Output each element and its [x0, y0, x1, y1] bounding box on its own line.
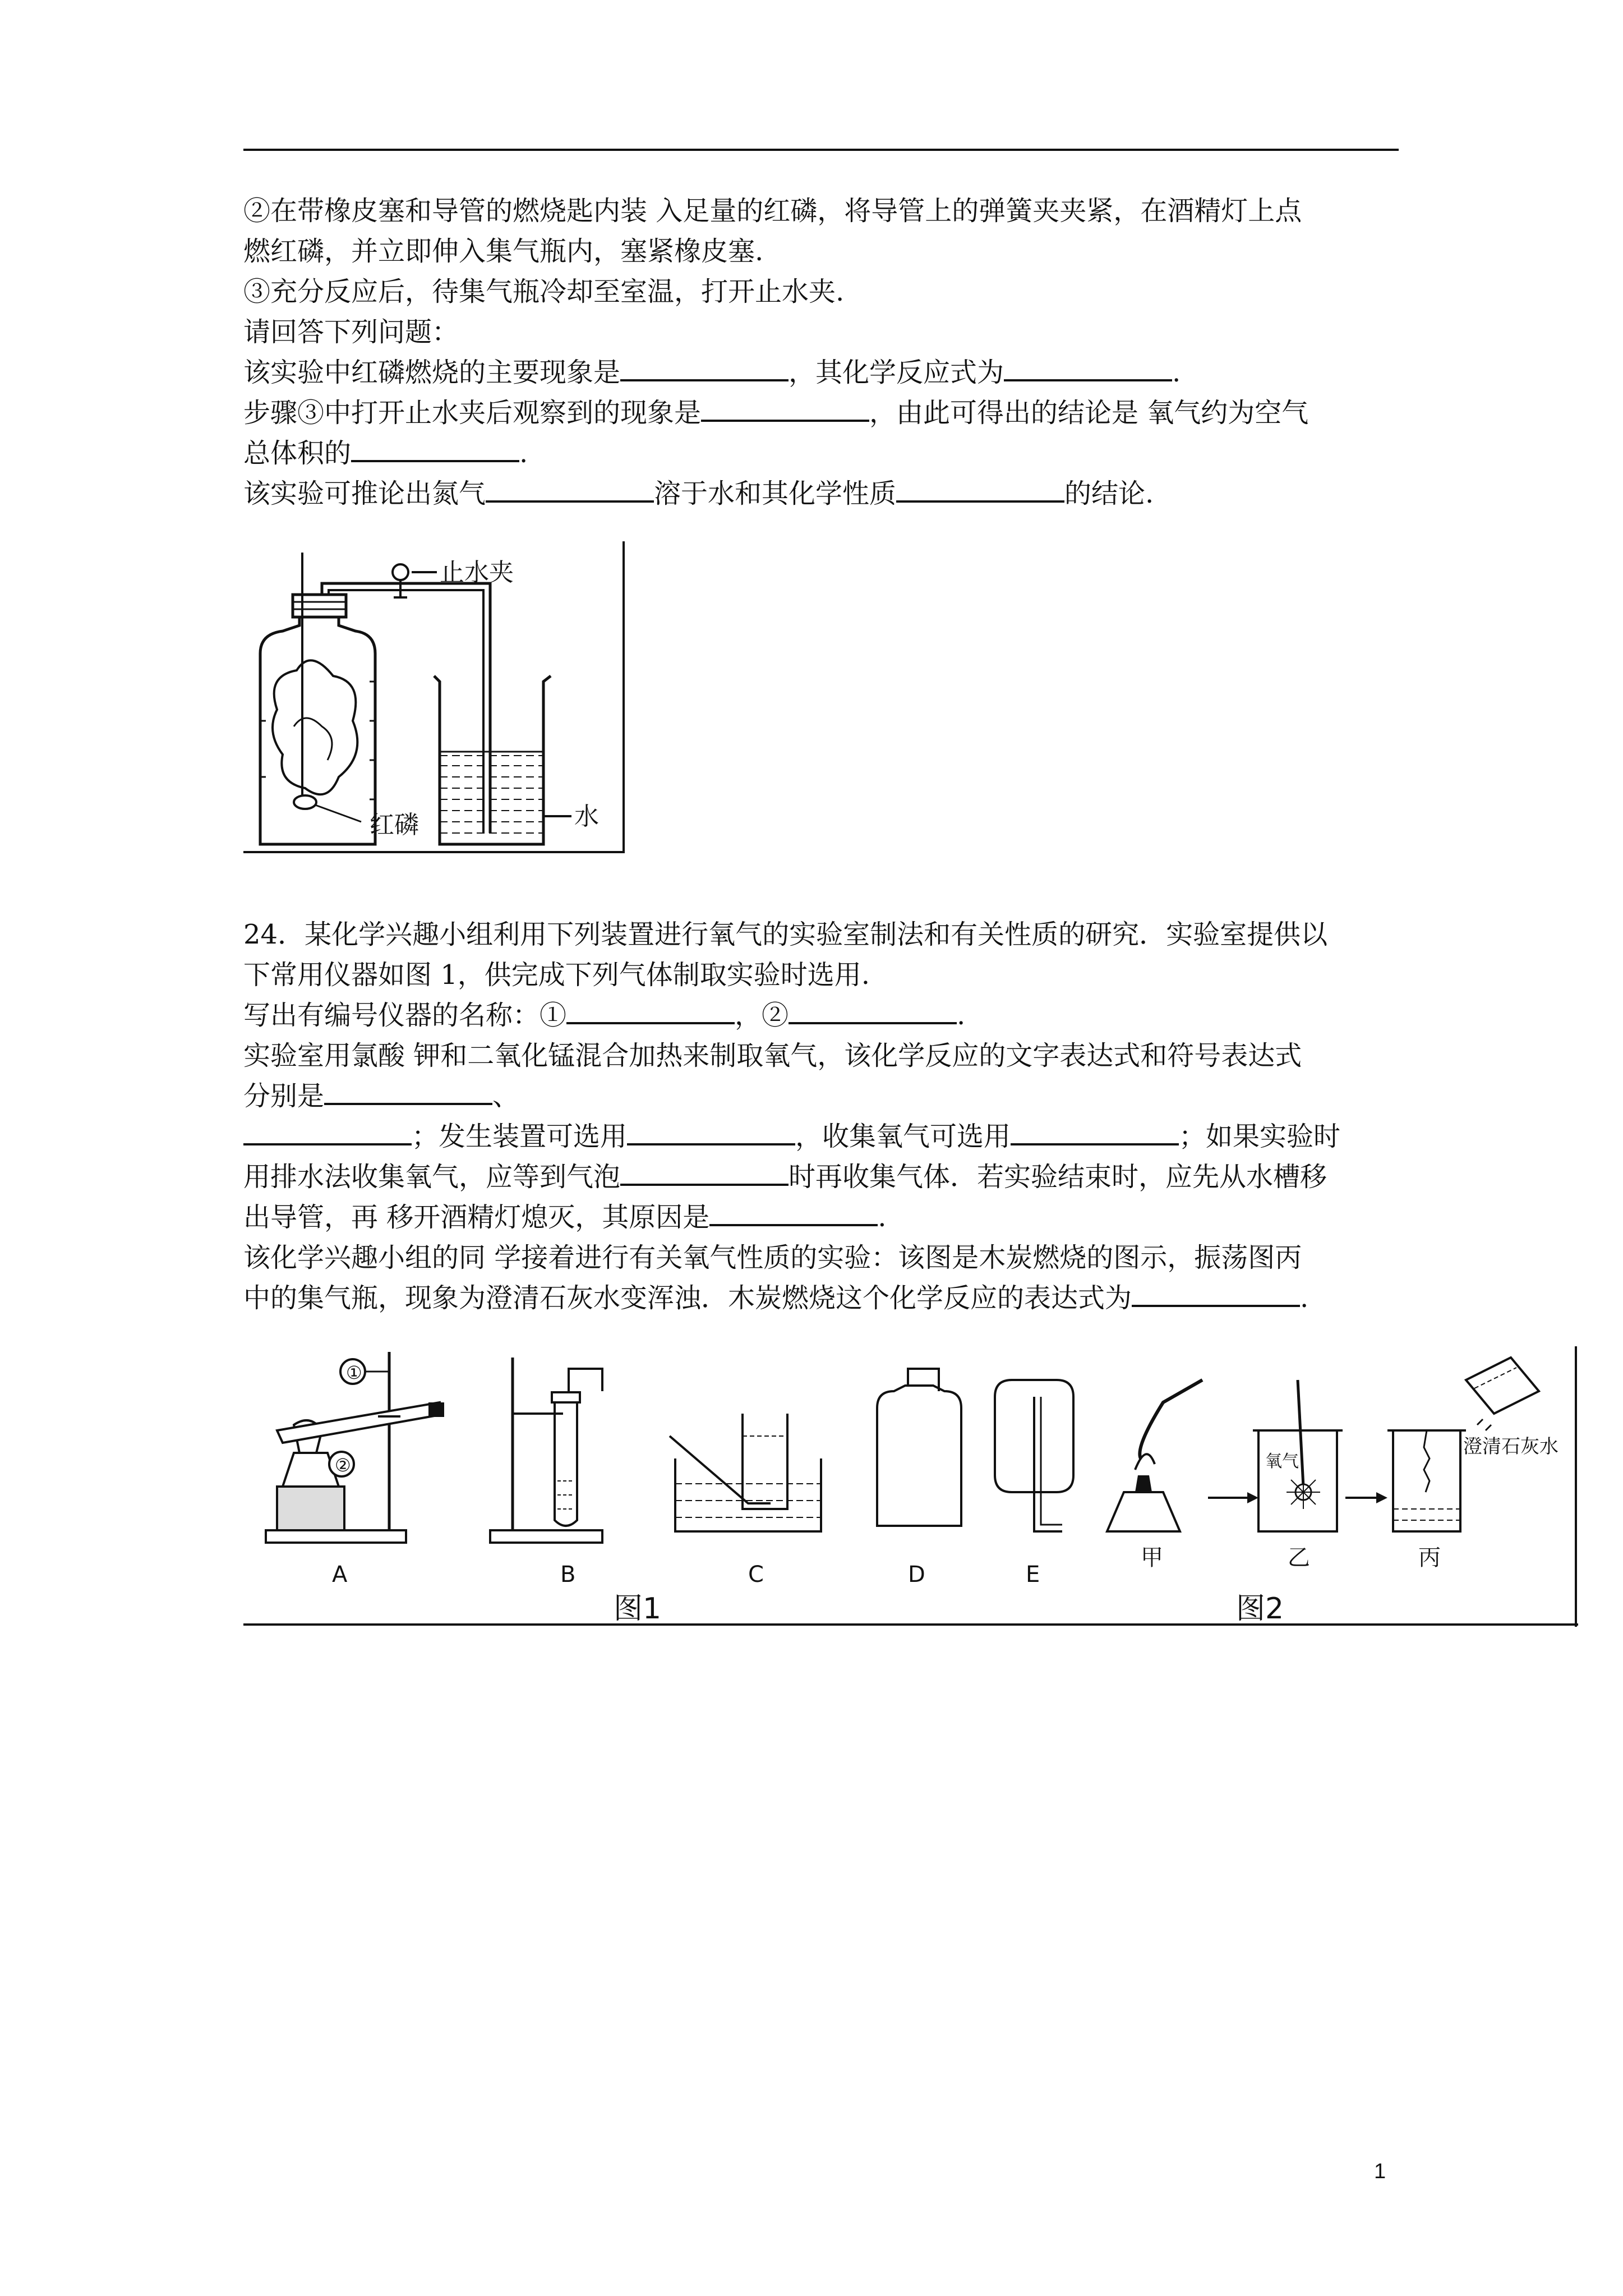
q24-line9-text-b: . — [1300, 1282, 1309, 1314]
q24-names-text-c: . — [957, 1000, 966, 1031]
label-e: E — [1026, 1562, 1040, 1588]
red-phosphorus-apparatus-figure — [243, 541, 625, 853]
q24-line6-text-a: 用排水法收集氧气，应等到气泡 — [243, 1161, 621, 1193]
q23-q3-text-a: 该实验可推论出氮气 — [243, 478, 486, 509]
q23-q1-text-c: . — [1172, 357, 1181, 388]
q24-bubble-line — [243, 1157, 1327, 1197]
svg-text:②: ② — [335, 1455, 351, 1476]
figure-2-caption: 图2 — [1236, 1592, 1284, 1626]
q23-q2-text-b: ，由此可得出的结论是 氧气约为空气 — [869, 397, 1309, 429]
answer-blank[interactable] — [351, 434, 519, 462]
q23-q3-text-c: 的结论. — [1064, 478, 1154, 509]
label-jia: 甲 — [1141, 1545, 1163, 1571]
q24-line5-text-c: ；如果实验时 — [1179, 1121, 1341, 1152]
q24-names-text-a: 写出有编号仪器的名称：① — [243, 1000, 567, 1031]
answer-blank[interactable] — [324, 1077, 492, 1105]
q24-line6-text-b: 时再收集气体．若实验结束时，应先从水槽移 — [789, 1161, 1327, 1193]
q24-expression-line2 — [243, 1076, 519, 1116]
answer-blank[interactable] — [709, 1198, 878, 1226]
q24-line7-text-a: 出导管，再 移开酒精灯熄灭，其原因是 — [243, 1202, 710, 1233]
marker-2 — [329, 1452, 354, 1476]
q24-line9-text-a: 中的集气瓶，现象为澄清石灰水变浑浊．木炭燃烧这个化学反应的表达式为 — [243, 1282, 1132, 1314]
answer-blank[interactable] — [243, 1117, 412, 1145]
q23-step2-line1: ②在带橡皮塞和导管的燃烧匙内装 入足量的红磷，将导管上的弹簧夹夹紧，在酒精灯上点 — [243, 195, 1302, 227]
oxygen-label: 氧气 — [1265, 1452, 1299, 1471]
answer-blank[interactable] — [1011, 1117, 1179, 1145]
q23-q2-text-a: 步骤③中打开止水夹后观察到的现象是 — [243, 397, 702, 429]
label-bing: 丙 — [1418, 1545, 1441, 1571]
answer-blank[interactable] — [627, 1117, 795, 1145]
answer-blank[interactable] — [701, 394, 869, 422]
q24-expr-text-a: 分别是 — [243, 1080, 325, 1112]
q23-q2-text-d: . — [519, 438, 528, 469]
q23-step2-line2: 燃红磷，并立即伸入集气瓶内，塞紧橡皮塞. — [243, 236, 764, 267]
label-b: B — [560, 1562, 576, 1588]
answer-blank[interactable] — [789, 996, 957, 1024]
q23-prompt: 请回答下列问题： — [243, 316, 459, 348]
clamp-label: 止水夹 — [440, 558, 514, 587]
answer-blank[interactable] — [896, 475, 1064, 503]
answer-blank[interactable] — [1132, 1279, 1300, 1307]
page-number: 1 — [1374, 2160, 1386, 2183]
q23-question-2-cont — [243, 433, 528, 473]
water-label: 水 — [574, 802, 599, 831]
q23-q1-text-b: ，其化学反应式为 — [789, 357, 1004, 388]
label-a: A — [332, 1562, 348, 1588]
q24-intro-line1: 24．某化学兴趣小组利用下列装置进行氧气的实验室制法和有关性质的研究．实验室提供以 — [243, 919, 1328, 950]
q24-line7-text-b: . — [878, 1202, 887, 1233]
q24-expression-line1: 实验室用氯酸 钾和二氧化锰混合加热来制取氧气，该化学反应的文字表达式和符号表达式 — [243, 1040, 1302, 1071]
answer-blank[interactable] — [1004, 353, 1172, 381]
oxygen-apparatus-figure — [243, 1346, 1578, 1627]
q23-step3: ③充分反应后，待集气瓶冷却至室温，打开止水夹. — [243, 276, 845, 307]
q23-question-2 — [243, 393, 1308, 433]
answer-blank[interactable] — [486, 475, 654, 503]
q24-apparatus-line — [243, 1116, 1340, 1157]
q24-line5-text-a: ；发生装置可选用 — [412, 1121, 628, 1152]
q23-question-1 — [243, 352, 1181, 393]
header-rule — [243, 149, 1399, 151]
q24-reason-line — [243, 1197, 887, 1237]
answer-blank[interactable] — [566, 996, 735, 1024]
label-yi: 乙 — [1288, 1545, 1310, 1571]
answer-blank[interactable] — [620, 353, 789, 381]
label-c: C — [748, 1562, 764, 1588]
q24-intro-line2: 下常用仪器如图 1，供完成下列气体制取实验时选用. — [243, 959, 870, 991]
q24-charcoal-line2 — [243, 1278, 1308, 1318]
figure-1-caption: 图1 — [614, 1592, 662, 1626]
q23-question-3 — [243, 473, 1154, 514]
q24-line5-text-b: ，收集氧气可选用 — [795, 1121, 1011, 1152]
q23-q1-text-a: 该实验中红磷燃烧的主要现象是 — [243, 357, 621, 388]
q24-charcoal-line1: 该化学兴趣小组的同 学接着进行有关氧气性质的实验：该图是木炭燃烧的图示，振荡图丙 — [243, 1242, 1302, 1273]
svg-text:①: ① — [346, 1362, 362, 1383]
q24-instrument-names — [243, 995, 965, 1036]
question-23-text — [243, 191, 1421, 539]
q23-q2-text-c: 总体积的 — [243, 438, 352, 469]
q24-expr-text-b: 、 — [492, 1080, 520, 1112]
q23-q3-text-b: 溶于水和其化学性质 — [654, 478, 897, 509]
label-d: D — [908, 1562, 925, 1588]
limewater-label: 澄清石灰水 — [1463, 1435, 1559, 1458]
question-24-text — [243, 914, 1421, 1341]
red-phosphorus-label: 红磷 — [370, 811, 419, 839]
answer-blank[interactable] — [620, 1158, 789, 1186]
q24-names-text-b: ，② — [735, 1000, 789, 1031]
